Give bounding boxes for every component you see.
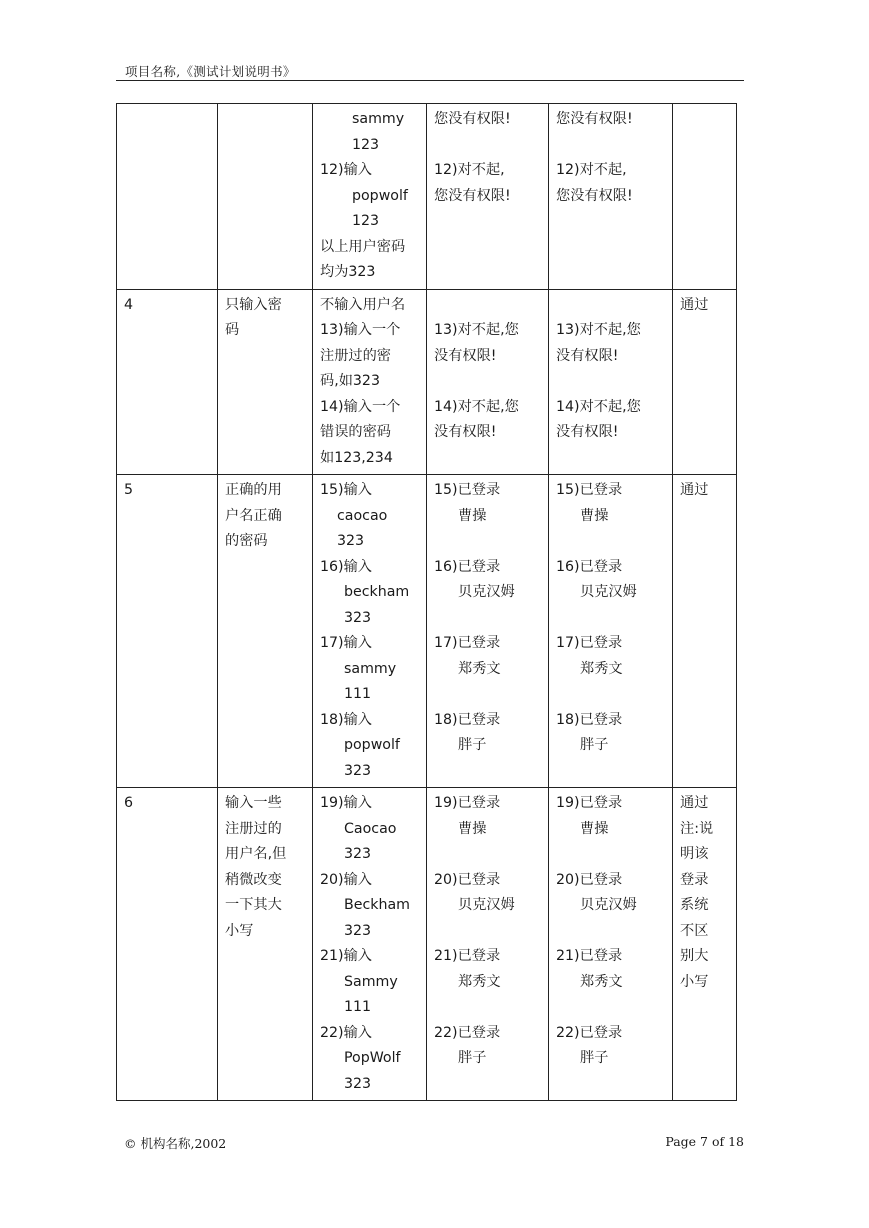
expected-cell: 您没有权限! 12)对不起, 您没有权限! <box>427 104 549 290</box>
case-id-cell: 5 <box>117 475 218 788</box>
description-cell <box>218 104 313 290</box>
expected-cell: 15)已登录 曹操 16)已登录 贝克汉姆 17)已登录 郑秀文 18)已登录 胖子 <box>427 475 549 788</box>
page-header-title: 项目名称,《测试计划说明书》 <box>125 64 296 79</box>
case-id-cell: 6 <box>117 788 218 1101</box>
result-cell: 通过 <box>673 289 737 475</box>
input-cell: 19)输入 Caocao 323 20)输入 Beckham 323 21)输入 Sammy 111 22)输入 PopWolf 323 <box>313 788 427 1101</box>
actual-cell: 您没有权限! 12)对不起, 您没有权限! <box>549 104 673 290</box>
description-cell: 只输入密 码 <box>218 289 313 475</box>
table-row <box>117 104 737 290</box>
description-cell: 输入一些 注册过的 用户名,但 稍微改变 一下其大 小写 <box>218 788 313 1101</box>
input-cell: sammy 123 12)输入 popwolf 123 以上用户密码 均为323 <box>313 104 427 290</box>
result-cell: 通过 注:说 明该 登录 系统 不区 别大 小写 <box>673 788 737 1101</box>
expected-cell: 19)已登录 曹操 20)已登录 贝克汉姆 21)已登录 郑秀文 22)已登录 胖子 <box>427 788 549 1101</box>
table-row <box>117 289 737 475</box>
actual-cell: 13)对不起,您 没有权限! 14)对不起,您 没有权限! <box>549 289 673 475</box>
actual-cell: 19)已登录 曹操 20)已登录 贝克汉姆 21)已登录 郑秀文 22)已登录 胖子 <box>549 788 673 1101</box>
test-case-table <box>116 103 737 1101</box>
input-cell: 15)输入 caocao 323 16)输入 beckham 323 17)输入 sammy 111 18)输入 popwolf 323 <box>313 475 427 788</box>
actual-cell: 15)已登录 曹操 16)已登录 贝克汉姆 17)已登录 郑秀文 18)已登录 胖子 <box>549 475 673 788</box>
result-cell: 通过 <box>673 475 737 788</box>
header-rule <box>116 80 744 81</box>
case-id-cell: 4 <box>117 289 218 475</box>
expected-cell: 13)对不起,您 没有权限! 14)对不起,您 没有权限! <box>427 289 549 475</box>
description-cell: 正确的用 户名正确 的密码 <box>218 475 313 788</box>
case-id-cell <box>117 104 218 290</box>
input-cell: 不输入用户名 13)输入一个 注册过的密 码,如323 14)输入一个 错误的密码 如123,234 <box>313 289 427 475</box>
footer-copyright: © 机构名称,2002 <box>124 1136 227 1151</box>
footer-page-number: Page 7 of 18 <box>665 1134 744 1149</box>
table-row <box>117 475 737 788</box>
table-row <box>117 788 737 1101</box>
result-cell <box>673 104 737 290</box>
